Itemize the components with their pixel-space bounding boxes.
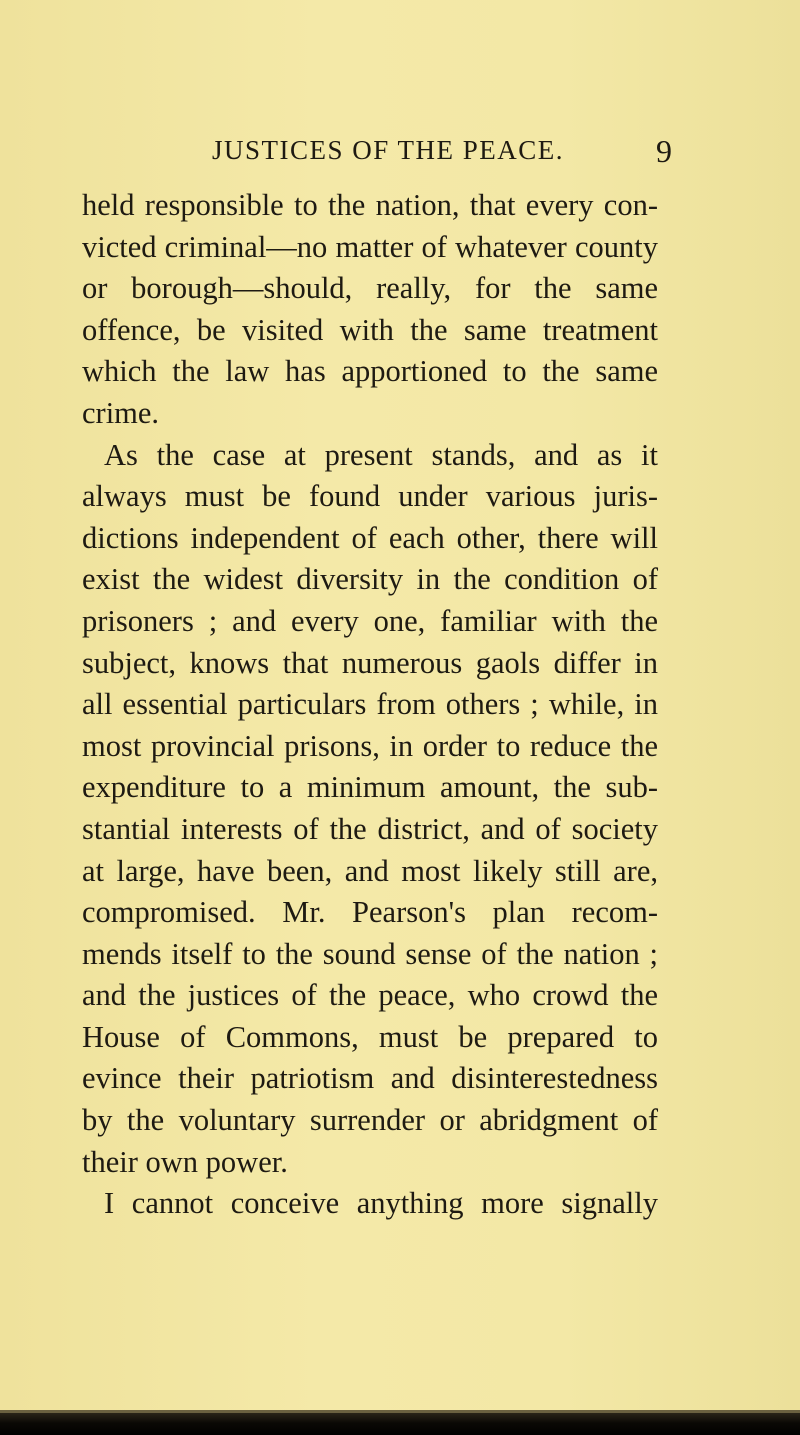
text-line: mends itself to the sound sense of the nation ; xyxy=(82,936,658,971)
text-line: at large, have been, and most likely still are, xyxy=(82,853,658,888)
body-text xyxy=(82,185,658,1225)
text-line: evince their patriotism and disinterestedness xyxy=(82,1061,658,1096)
text-line: dictions independent of each other, there will xyxy=(82,520,658,555)
text-line: crime. xyxy=(82,395,160,430)
text-line: exist the widest diversity in the condition of xyxy=(82,562,658,597)
text-line: by the voluntary surrender or abridgment of xyxy=(82,1103,658,1138)
text-line: and the justices of the peace, who crowd the xyxy=(82,978,658,1013)
text-line: all essential particulars from others ; while, in xyxy=(82,687,658,722)
text-line: expenditure to a minimum amount, the sub- xyxy=(82,770,658,805)
text-line: or borough—should, really, for the same xyxy=(82,271,658,306)
text-line: which the law has apportioned to the same xyxy=(82,354,658,389)
text-line: always must be found under various juris- xyxy=(82,479,658,514)
text-line: held responsible to the nation, that every con- xyxy=(82,188,658,222)
text-line: most provincial prisons, in order to reduce the xyxy=(82,728,658,763)
page-number: 9 xyxy=(656,133,672,169)
running-head xyxy=(212,135,672,175)
text-line: subject, knows that numerous gaols differ in xyxy=(82,645,658,680)
running-head-title: JUSTICES OF THE PEACE. xyxy=(212,135,565,165)
text-line: House of Commons, must be prepared to xyxy=(82,1019,658,1054)
text-line: prisoners ; and every one, familiar with the xyxy=(82,603,658,638)
text-line: I cannot conceive anything more signally xyxy=(104,1186,658,1221)
text-line: victed criminal—no matter of whatever county xyxy=(82,229,658,264)
text-line: As the case at present stands, and as it xyxy=(104,437,658,472)
page-bottom-shadow xyxy=(0,1413,800,1435)
text-line: offence, be visited with the same treatment xyxy=(82,312,658,347)
text-line: stantial interests of the district, and of society xyxy=(82,811,658,846)
text-line: their own power. xyxy=(82,1144,288,1179)
text-line: compromised. Mr. Pearson's plan recom- xyxy=(82,895,658,930)
